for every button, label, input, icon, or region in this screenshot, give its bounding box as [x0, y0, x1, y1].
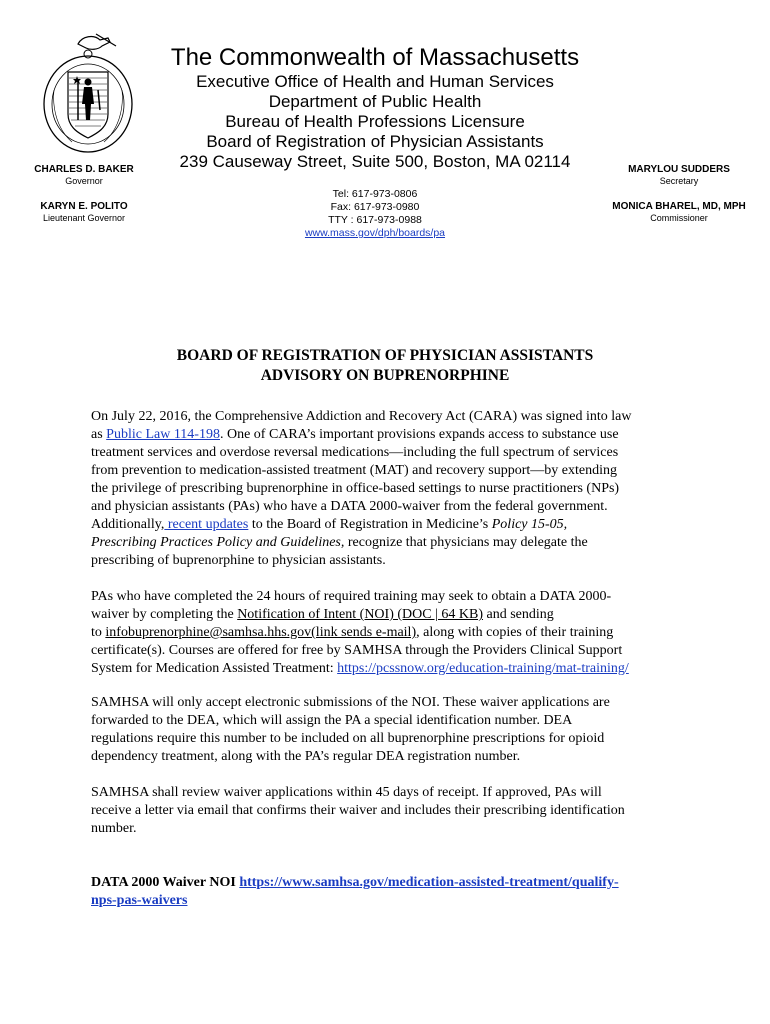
commissioner-title: Commissioner: [650, 213, 708, 223]
state-name: The Commonwealth of Massachusetts: [170, 44, 580, 71]
policy-name: Policy 15-05,: [491, 517, 568, 532]
text-line: certificate(s). Courses are offered for free by SAMHSA through the Providers Clinical Support: [91, 643, 623, 658]
agency-line: Executive Office of Health and Human Services: [196, 72, 554, 91]
lt-governor-title: Lieutenant Governor: [42, 213, 126, 223]
fax: Fax: 617-973-0980: [330, 201, 420, 213]
text-span: . One of CARA’s important provisions expands access to substance use: [219, 427, 619, 442]
recent-updates-link[interactable]: recent updates: [164, 517, 249, 532]
agency-line: Bureau of Health Professions Licensure: [225, 112, 525, 131]
document-subtitle: ADVISORY ON BUPRENORPHINE: [260, 367, 510, 384]
website-link[interactable]: www.mass.gov/dph/boards/pa: [304, 227, 446, 239]
noi-label: DATA 2000 Waiver NOI: [91, 875, 240, 890]
commissioner-name: MONICA BHAREL, MD, MPH: [612, 201, 746, 212]
text-span: System for Medication Assisted Treatment:: [91, 661, 338, 676]
governor-title: Governor: [65, 176, 103, 186]
text-line: On July 22, 2016, the Comprehensive Addiction and Recovery Act (CARA) was signed into law: [91, 409, 632, 424]
text-span: , along with copies of their training: [416, 625, 614, 640]
noi-document-link[interactable]: Notification of Intent (NOI) (DOC | 64 KB): [237, 607, 483, 622]
document-title: BOARD OF REGISTRATION OF PHYSICIAN ASSISTANTS: [176, 347, 594, 364]
text-span: to the Board of Registration in Medicine’s: [248, 517, 492, 532]
left-officials: [14, 164, 154, 224]
text-span: Additionally,: [91, 517, 165, 532]
text-line: receive a letter via email that confirms their waiver and includes their prescribing identification: [91, 803, 625, 818]
tel: Tel: 617-973-0806: [332, 188, 418, 200]
agency-address: 239 Causeway Street, Suite 500, Boston, MA 02114: [179, 152, 571, 171]
right-officials: [604, 164, 754, 224]
pcss-training-link[interactable]: https://pcssnow.org/education-training/mat-training/: [337, 661, 629, 676]
governor-name: CHARLES D. BAKER: [34, 164, 134, 175]
text-line: prescribing of buprenorphine to physician assistants.: [91, 553, 386, 568]
text-span: as: [91, 427, 107, 442]
text-line: PAs who have completed the 24 hours of required training may seek to obtain a DATA 2000-: [91, 589, 612, 604]
secretary-name: MARYLOU SUDDERS: [628, 164, 730, 175]
text-line: SAMHSA shall review waiver applications within 45 days of receipt. If approved, PAs will: [91, 785, 602, 800]
agency-line: Board of Registration of Physician Assistants: [206, 132, 544, 151]
text-line: regulations require this number to be included on all buprenorphine prescriptions for opioid: [91, 731, 605, 746]
tty: TTY : 617-973-0988: [328, 214, 422, 226]
text-span: waiver by completing the: [91, 607, 238, 622]
paragraph-review: [91, 784, 691, 838]
paragraph-samhsa-noi: [91, 694, 691, 766]
text-line: SAMHSA will only accept electronic submissions of the NOI. These waiver applications are: [91, 695, 610, 710]
samhsa-waiver-link-cont[interactable]: nps-pas-waivers: [91, 893, 188, 908]
agency-line: Department of Public Health: [268, 92, 482, 111]
text-line: number.: [91, 821, 137, 836]
text-line: the privilege of prescribing buprenorphine in office-based settings to nurse practitioners (NPs): [91, 481, 620, 496]
text-line: dependency treatment, along with the PA’s regular DEA registration number.: [91, 749, 521, 764]
paragraph-noi-link: [91, 874, 691, 910]
text-line: from prevention to medication-assisted treatment (MAT) and recovery support—by extending: [91, 463, 618, 478]
text-line: treatment services and overdose reversal medications—including the full spectrum of services: [91, 445, 619, 460]
public-law-link[interactable]: Public Law 114-198: [106, 427, 220, 442]
samhsa-waiver-link[interactable]: https://www.samhsa.gov/medication-assisted-treatment/qualify-: [239, 875, 619, 890]
text-span: recognize that physicians may delegate the: [344, 535, 588, 550]
text-line: forwarded to the DEA, which will assign the PA a special identification number. DEA: [91, 713, 573, 728]
text-span: to: [91, 625, 106, 640]
paragraph-waiver: [91, 588, 691, 678]
paragraph-cara: [91, 408, 691, 570]
email-link[interactable]: infobuprenorphine@samhsa.hhs.gov(link sends e-mail): [105, 625, 417, 640]
policy-title: Prescribing Practices Policy and Guidelines,: [91, 535, 345, 550]
lt-governor-name: KARYN E. POLITO: [40, 201, 128, 212]
secretary-title: Secretary: [659, 176, 699, 186]
text-line: and physician assistants (PAs) who have a DATA 2000-waiver from the federal government.: [91, 499, 608, 514]
massachusetts-seal-icon: [38, 30, 138, 155]
text-span: and sending: [483, 607, 554, 622]
